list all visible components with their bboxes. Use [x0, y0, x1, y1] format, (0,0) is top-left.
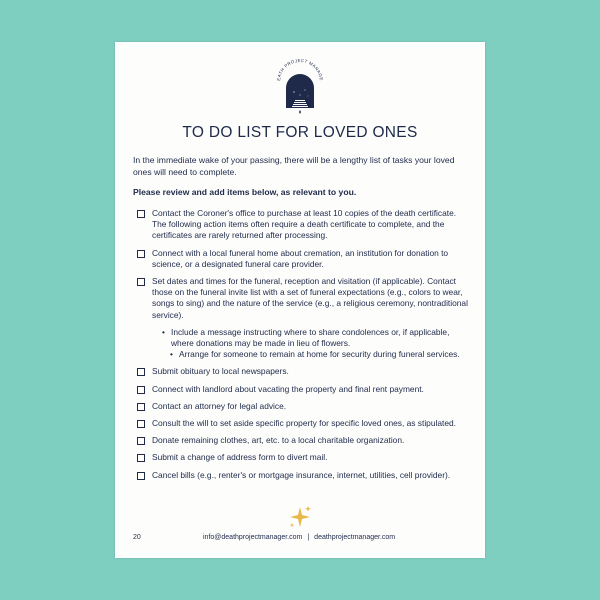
- list-item: [137, 276, 471, 321]
- task-text: Consult the will to set aside specific property for specific loved ones, as stipulated.: [152, 418, 456, 429]
- sub-list-item: [137, 327, 471, 349]
- sparkle-icon: [287, 504, 313, 535]
- list-item: [137, 418, 471, 429]
- bullet-icon: •: [162, 326, 165, 337]
- intro-paragraph: In the immediate wake of your passing, there will be a lengthy list of tasks your loved ones will need to complete.: [133, 155, 455, 177]
- task-text: Submit obituary to local newspapers.: [152, 366, 289, 377]
- task-checklist: [137, 208, 471, 487]
- list-item: [137, 401, 471, 412]
- checkbox[interactable]: [137, 278, 145, 286]
- logo-emblem-icon: [270, 52, 330, 114]
- list-item: [137, 384, 471, 395]
- list-item: [137, 366, 471, 377]
- page-number: 20: [133, 534, 141, 541]
- task-text: Contact the Coroner's office to purchase at least 10 copies of the death certificate. The following action items often require a death certificate to complete, and the certificates are rarely returned after processing.: [152, 208, 457, 241]
- sub-item-text: Include a message instructing where to share condolences or, if applicable, where donations may be made in lieu of flowers.: [171, 326, 450, 349]
- website-link[interactable]: deathprojectmanager.com: [314, 534, 396, 541]
- footer-contact: [203, 534, 395, 541]
- task-text: Submit a change of address form to divert mail.: [152, 452, 328, 463]
- list-item: [137, 208, 471, 242]
- checkbox[interactable]: [137, 250, 145, 258]
- task-text: Set dates and times for the funeral, reception and visitation (if applicable). Contact those on the funeral invite list with a set of funeral expectations (e.g., colors to wear, songs to sing) and the nature of the service (e.g., a religious ceremony, nontraditional service).: [152, 276, 468, 320]
- task-text: Cancel bills (e.g., renter's or mortgage insurance, internet, utilities, cell provider).: [152, 469, 451, 480]
- document-page: [115, 42, 485, 558]
- list-item: [137, 248, 471, 270]
- list-item: [137, 470, 471, 481]
- review-instruction: Please review and add items below, as relevant to you.: [133, 187, 357, 197]
- checkbox[interactable]: [137, 472, 145, 480]
- logo: [115, 52, 485, 114]
- list-item: [137, 435, 471, 446]
- checkbox[interactable]: [137, 420, 145, 428]
- checkbox[interactable]: [137, 437, 145, 445]
- checkbox[interactable]: [137, 210, 145, 218]
- page-title: TO DO LIST FOR LOVED ONES: [182, 124, 418, 141]
- checkbox[interactable]: [137, 386, 145, 394]
- task-text: Donate remaining clothes, art, etc. to a local charitable organization.: [152, 435, 405, 446]
- task-text: Connect with landlord about vacating the property and final rent payment.: [152, 383, 424, 394]
- list-item: [137, 452, 471, 463]
- task-text: Contact an attorney for legal advice.: [152, 400, 287, 411]
- checkbox[interactable]: [137, 368, 145, 376]
- bullet-icon: •: [170, 349, 173, 360]
- email-link[interactable]: info@deathprojectmanager.com: [203, 534, 303, 541]
- task-text: Connect with a local funeral home about cremation, an institution for donation to science, or a designated funeral care provider.: [152, 247, 449, 269]
- checkbox[interactable]: [137, 454, 145, 462]
- logo-text: EATH PROJECT MANAGE: [276, 57, 324, 81]
- footer-separator: |: [307, 534, 310, 541]
- sub-item-text: Arrange for someone to remain at home for security during funeral services.: [179, 349, 460, 360]
- checkbox[interactable]: [137, 403, 145, 411]
- sub-list-item: [137, 349, 471, 360]
